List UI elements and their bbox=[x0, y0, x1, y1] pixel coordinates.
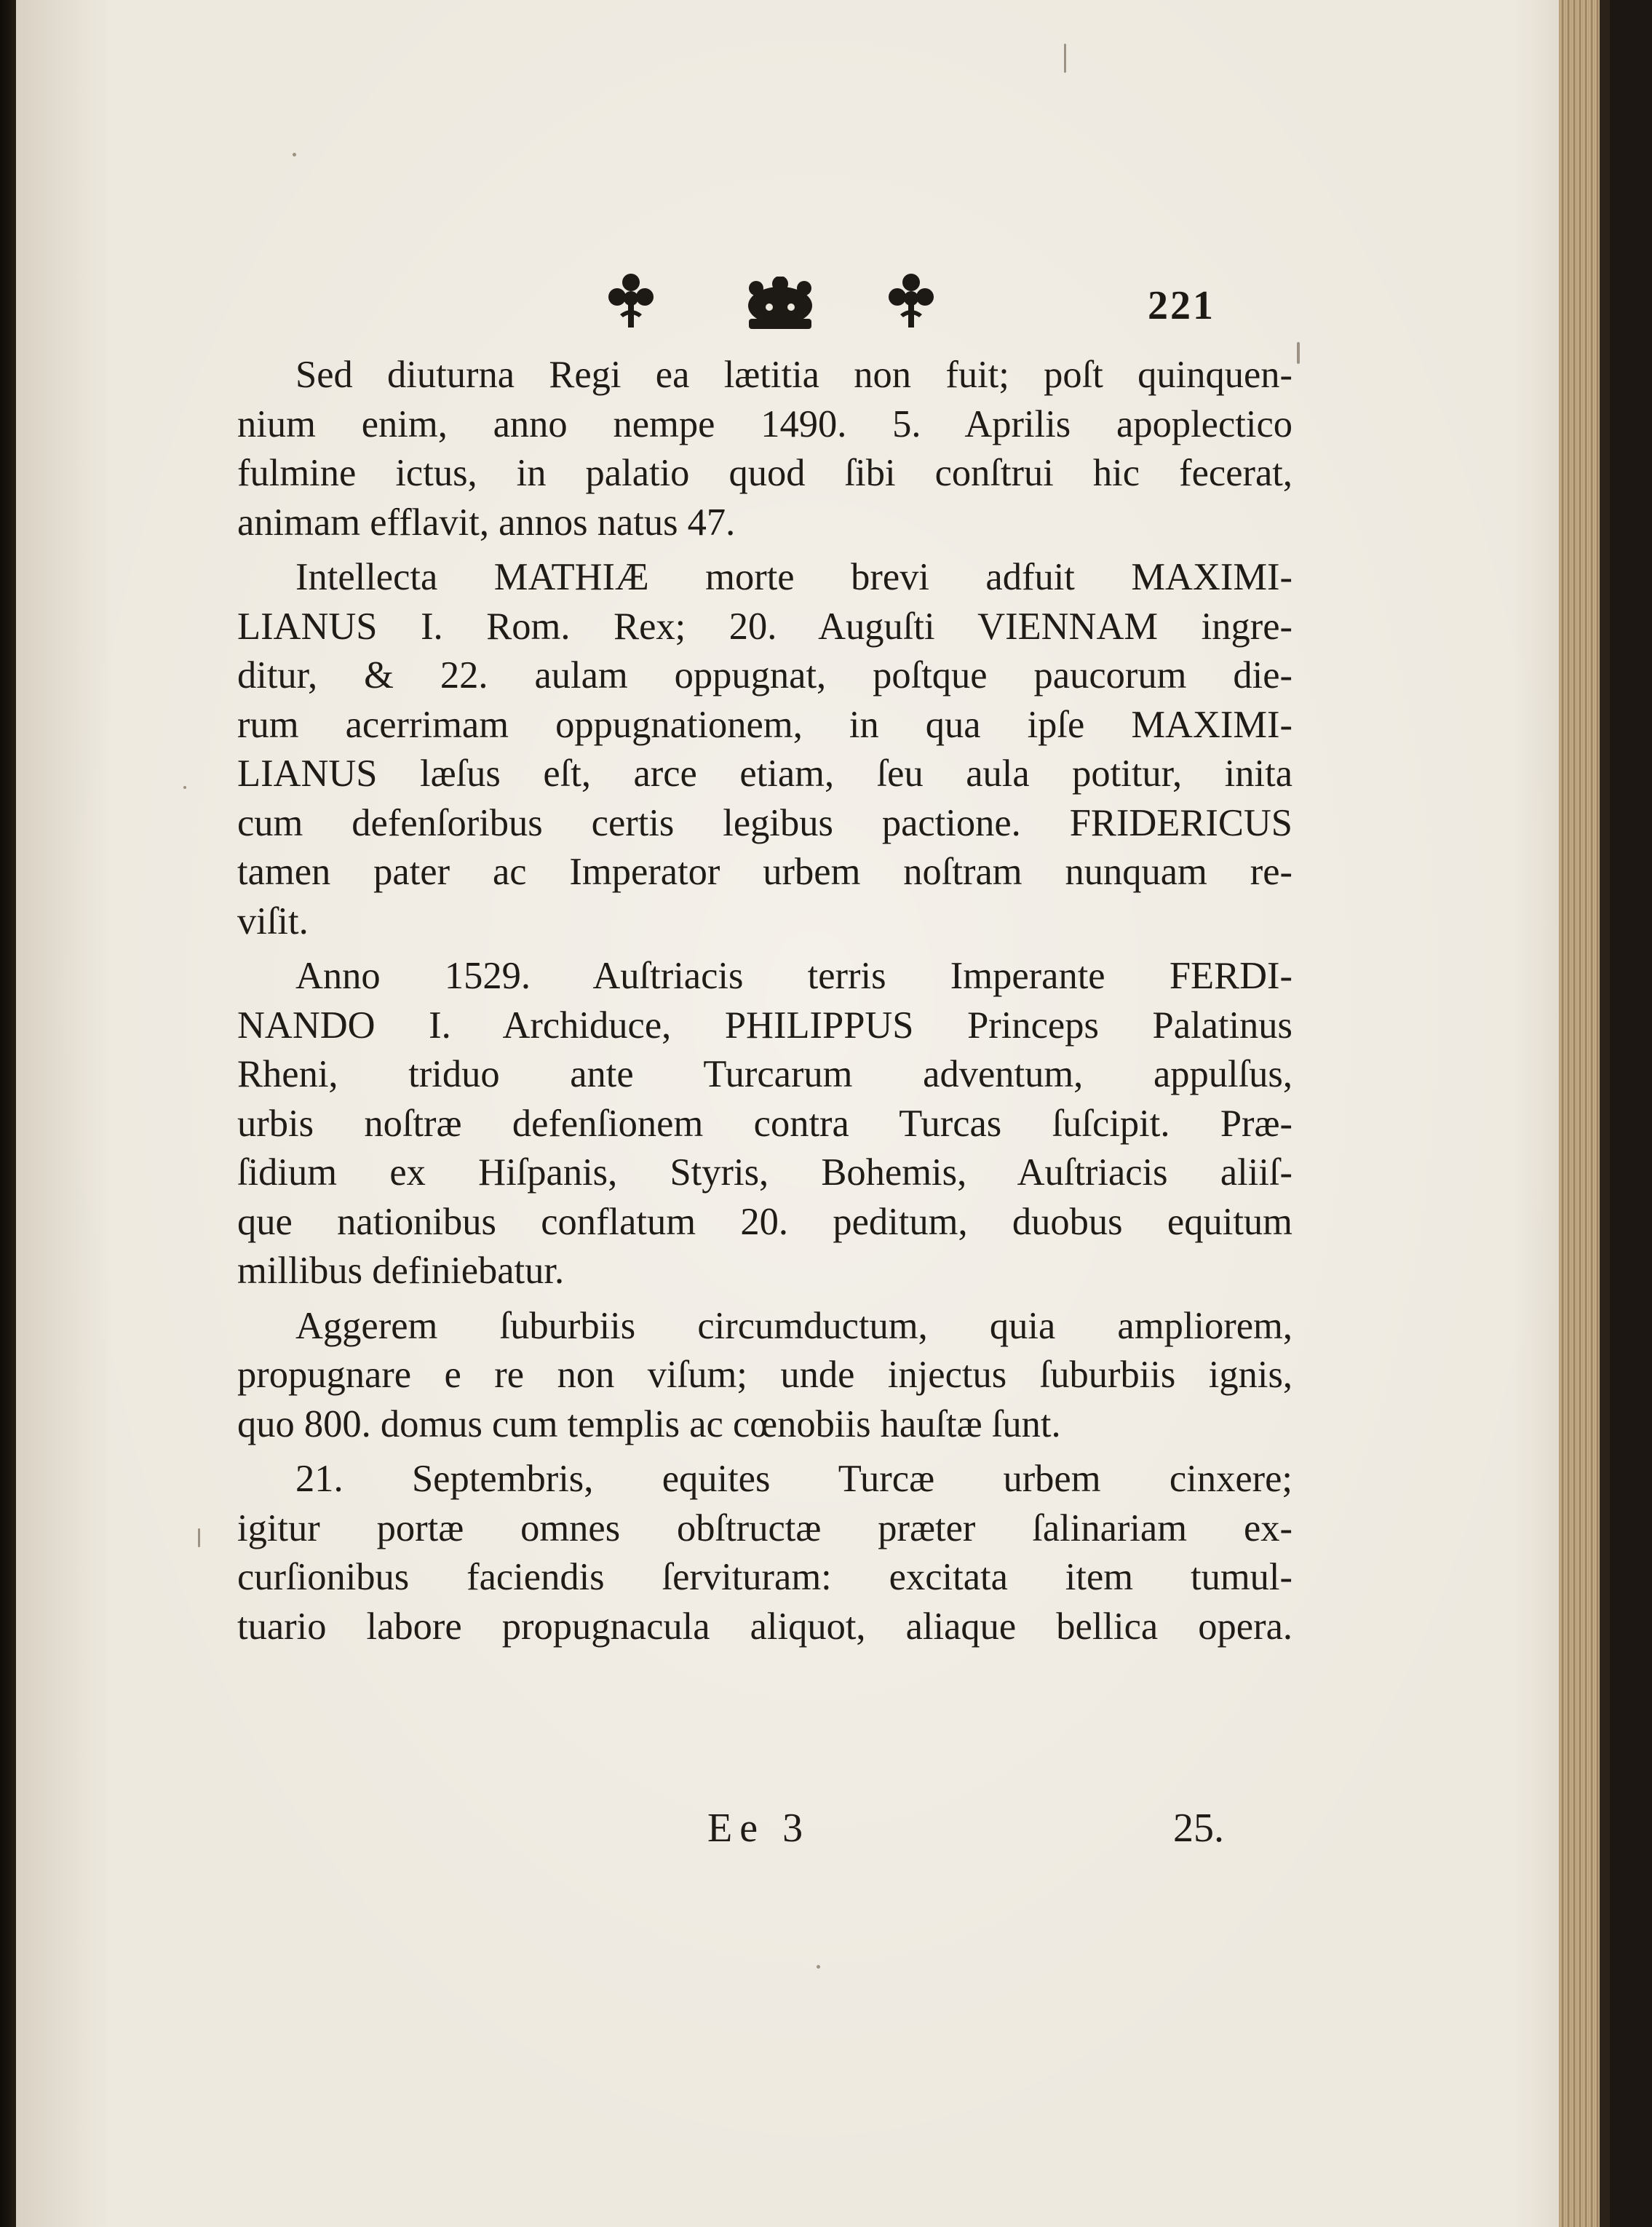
page-number: 221 bbox=[1148, 283, 1215, 328]
text-line: millibus definiebatur. bbox=[237, 1250, 565, 1292]
text-line: tamen pater ac Imperator urbem noſtram nunquam re- bbox=[237, 851, 1292, 893]
signature-mark: Ee 3 bbox=[707, 1806, 811, 1851]
text-line: LIANUS I. Rom. Rex; 20. Auguſti VIENNAM ingre- bbox=[237, 605, 1292, 648]
text-line: LIANUS læſus eſt, arce etiam, ſeu aula potitur, inita bbox=[237, 753, 1292, 795]
paper-speck bbox=[1297, 342, 1300, 364]
paper-speck bbox=[1064, 44, 1066, 73]
text-line: Sed diuturna Regi ea lætitia non fuit; poſt quinquen- bbox=[295, 354, 1292, 396]
header-ornaments bbox=[605, 269, 955, 342]
text-line: Intellecta MATHIÆ morte brevi adfuit MAXIMI- bbox=[295, 556, 1292, 598]
paper-speck bbox=[183, 786, 186, 789]
book-page bbox=[16, 0, 1610, 2227]
text-line: tuario labore propugnacula aliquot, aliaque bellica opera. bbox=[237, 1605, 1292, 1648]
text-line: viſit. bbox=[237, 900, 309, 942]
text-line: 21. Septembris, equites Turcæ urbem cinxere; bbox=[295, 1458, 1292, 1500]
page-header bbox=[16, 269, 1610, 349]
text-line: Rheni, triduo ante Turcarum adventum, appulſus, bbox=[237, 1053, 1292, 1095]
paragraph bbox=[237, 952, 1292, 1296]
text-line: cum defenſoribus certis legibus pactione. FRIDERICUS bbox=[237, 801, 1292, 844]
text-line: que nationibus conflatum 20. peditum, duobus equitum bbox=[237, 1200, 1292, 1243]
text-line: Aggerem ſuburbiis circumductum, quia ampliorem, bbox=[295, 1304, 1292, 1347]
text-line: ditur, & 22. aulam oppugnat, poſtque paucorum die- bbox=[237, 654, 1292, 696]
paragraph bbox=[237, 351, 1292, 547]
text-line: NANDO I. Archiduce, PHILIPPUS Princeps Palatinus bbox=[237, 1004, 1292, 1047]
fleuron-icon bbox=[886, 269, 937, 335]
catchword: 25. bbox=[1173, 1806, 1224, 1851]
paper-speck bbox=[817, 1965, 820, 1969]
text-line: Anno 1529. Auſtriacis terris Imperante FERDI- bbox=[295, 955, 1292, 997]
body-text bbox=[237, 351, 1292, 1657]
text-line: propugnare e re non viſum; unde injectus ſuburbiis ignis, bbox=[237, 1354, 1292, 1396]
text-line: urbis noſtræ defenſionem contra Turcas ſuſcipit. Præ- bbox=[237, 1102, 1292, 1145]
fleuron-icon bbox=[605, 269, 656, 335]
text-line: animam efflavit, annos natus 47. bbox=[237, 501, 736, 544]
text-line: ſidium ex Hiſpanis, Styris, Bohemis, Auſtriacis aliiſ- bbox=[237, 1151, 1292, 1194]
text-line: rum acerrimam oppugnationem, in qua ipſe MAXIMI- bbox=[237, 703, 1292, 746]
crown-icon bbox=[740, 277, 820, 335]
text-line: igitur portæ omnes obſtructæ præter ſalinariam ex- bbox=[237, 1506, 1292, 1549]
paragraph bbox=[237, 1302, 1292, 1450]
text-line: nium enim, anno nempe 1490. 5. Aprilis apoplectico bbox=[237, 402, 1292, 445]
paper-speck bbox=[293, 153, 296, 156]
text-line: curſionibus faciendis ſervituram: excitata item tumul- bbox=[237, 1556, 1292, 1598]
text-line: quo 800. domus cum templis ac cœnobiis hauſtæ ſunt. bbox=[237, 1402, 1061, 1445]
text-line: fulmine ictus, in palatio quod ſibi conſtrui hic fecerat, bbox=[237, 452, 1292, 494]
paragraph bbox=[237, 553, 1292, 946]
paper-speck bbox=[198, 1528, 200, 1547]
paragraph bbox=[237, 1455, 1292, 1651]
